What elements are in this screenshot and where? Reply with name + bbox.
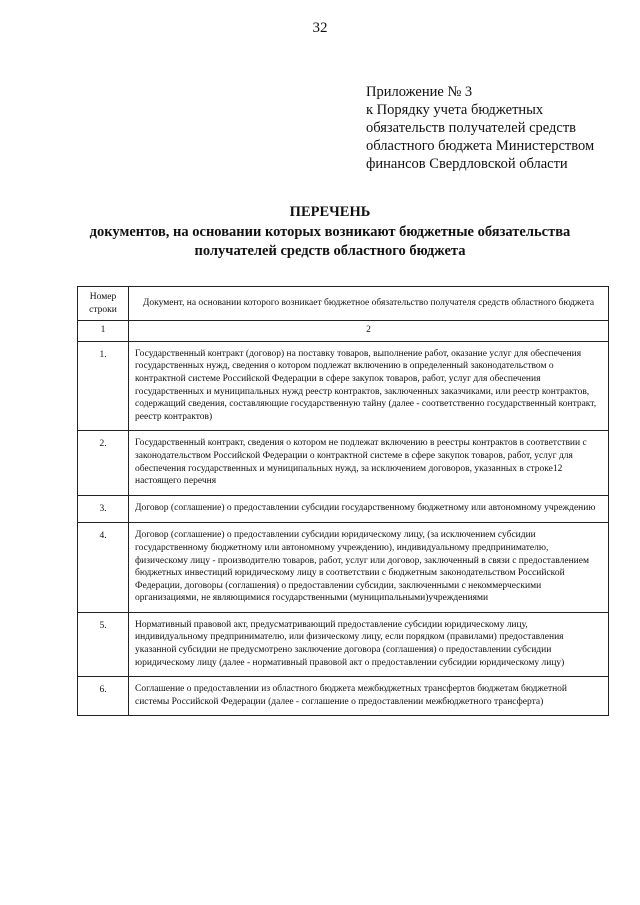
title-subtitle-line: документов, на основании которых возникают бюджетные обязательства <box>89 224 571 240</box>
title-heading: ПЕРЕЧЕНЬ <box>289 204 371 220</box>
document-title <box>40 203 620 261</box>
documents-table <box>77 286 609 716</box>
appendix-line: финансов Свердловской области <box>366 156 568 172</box>
table-row <box>78 523 609 613</box>
row-number: 6. <box>78 677 129 716</box>
table-row <box>78 677 609 716</box>
appendix-line: Приложение № 3 <box>366 84 473 100</box>
row-text: Государственный контракт (договор) на поставку товаров, выполнение работ, оказание услуг для обеспечения государственных нужд, сведения о котором подлежат включению в определенный законодательством о контрактной системе Российской Федерации в сфере закупок товаров, работ, услуг для обеспечения государственных и муниципальных нужд реестр контрактов, заключенных заказчиками, или реестр контрактов, содержащий сведения, составляющие государственную тайну (далее - соответственно государственный контракт, реестр контрактов) <box>129 341 609 431</box>
column-index: 2 <box>129 321 609 342</box>
row-number: 5. <box>78 612 129 676</box>
row-number: 2. <box>78 431 129 495</box>
row-number: 1. <box>78 341 129 431</box>
row-text: Договор (соглашение) о предоставлении субсидии юридическому лицу, (за исключением субсидии государственному бюджетному или автономному учреждению), индивидуальному предпринимателю, физическому лицу - производителю товаров, работ, услуг или договор, заключенный в связи с предоставлением бюджетных инвестиций юридическому лицу в соответствии с бюджетным законодательством Российской Федерации, договоры (соглашения) о предоставлении субсидии, заключенными с некоммерческими организациями, не являющимися государственными (муниципальными)учреждениями <box>129 523 609 613</box>
title-subtitle-line: получателей средств областного бюджета <box>194 243 466 259</box>
row-text: Нормативный правовой акт, предусматривающий предоставление субсидии юридическому лицу, индивидуальному предпринимателю, или физическому лицу, если порядком (правилами) предоставления указанной субсидии не предусмотрено заключение договора (соглашения) о предоставлении субсидии юридическому лицу (далее - нормативный правовой акт о предоставлении субсидии юридическому лицу) <box>129 612 609 676</box>
appendix-note <box>366 83 626 173</box>
row-number: 4. <box>78 523 129 613</box>
appendix-line: областного бюджета Министерством <box>366 138 595 154</box>
page-number: 32 <box>312 20 328 36</box>
row-text: Соглашение о предоставлении из областного бюджета межбюджетных трансфертов бюджетам бюджетной системы Российской Федерации (далее - соглашение о предоставлении межбюджетного трансферта) <box>129 677 609 716</box>
header-document: Документ, на основании которого возникает бюджетное обязательство получателя средств областного бюджета <box>129 287 609 321</box>
table-row <box>78 495 609 523</box>
appendix-line: к Порядку учета бюджетных <box>366 102 544 118</box>
column-index: 1 <box>78 321 129 342</box>
header-number: Номер строки <box>78 287 129 321</box>
row-number: 3. <box>78 495 129 523</box>
row-text: Договор (соглашение) о предоставлении субсидии государственному бюджетному или автономному учреждению <box>129 495 609 523</box>
table-row <box>78 431 609 495</box>
row-text: Государственный контракт, сведения о котором не подлежат включению в реестры контрактов в соответствии с законодательством Российской Федерации о контрактной системе в сфере закупок товаров, работ, услуг для обеспечения государственных и муниципальных нужд, за исключением договоров, указанных в строке12 настоящего перечня <box>129 431 609 495</box>
table-header-row <box>78 287 609 321</box>
table-row <box>78 341 609 431</box>
appendix-line: обязательств получателей средств <box>366 120 577 136</box>
column-index-row <box>78 321 609 342</box>
table-row <box>78 612 609 676</box>
